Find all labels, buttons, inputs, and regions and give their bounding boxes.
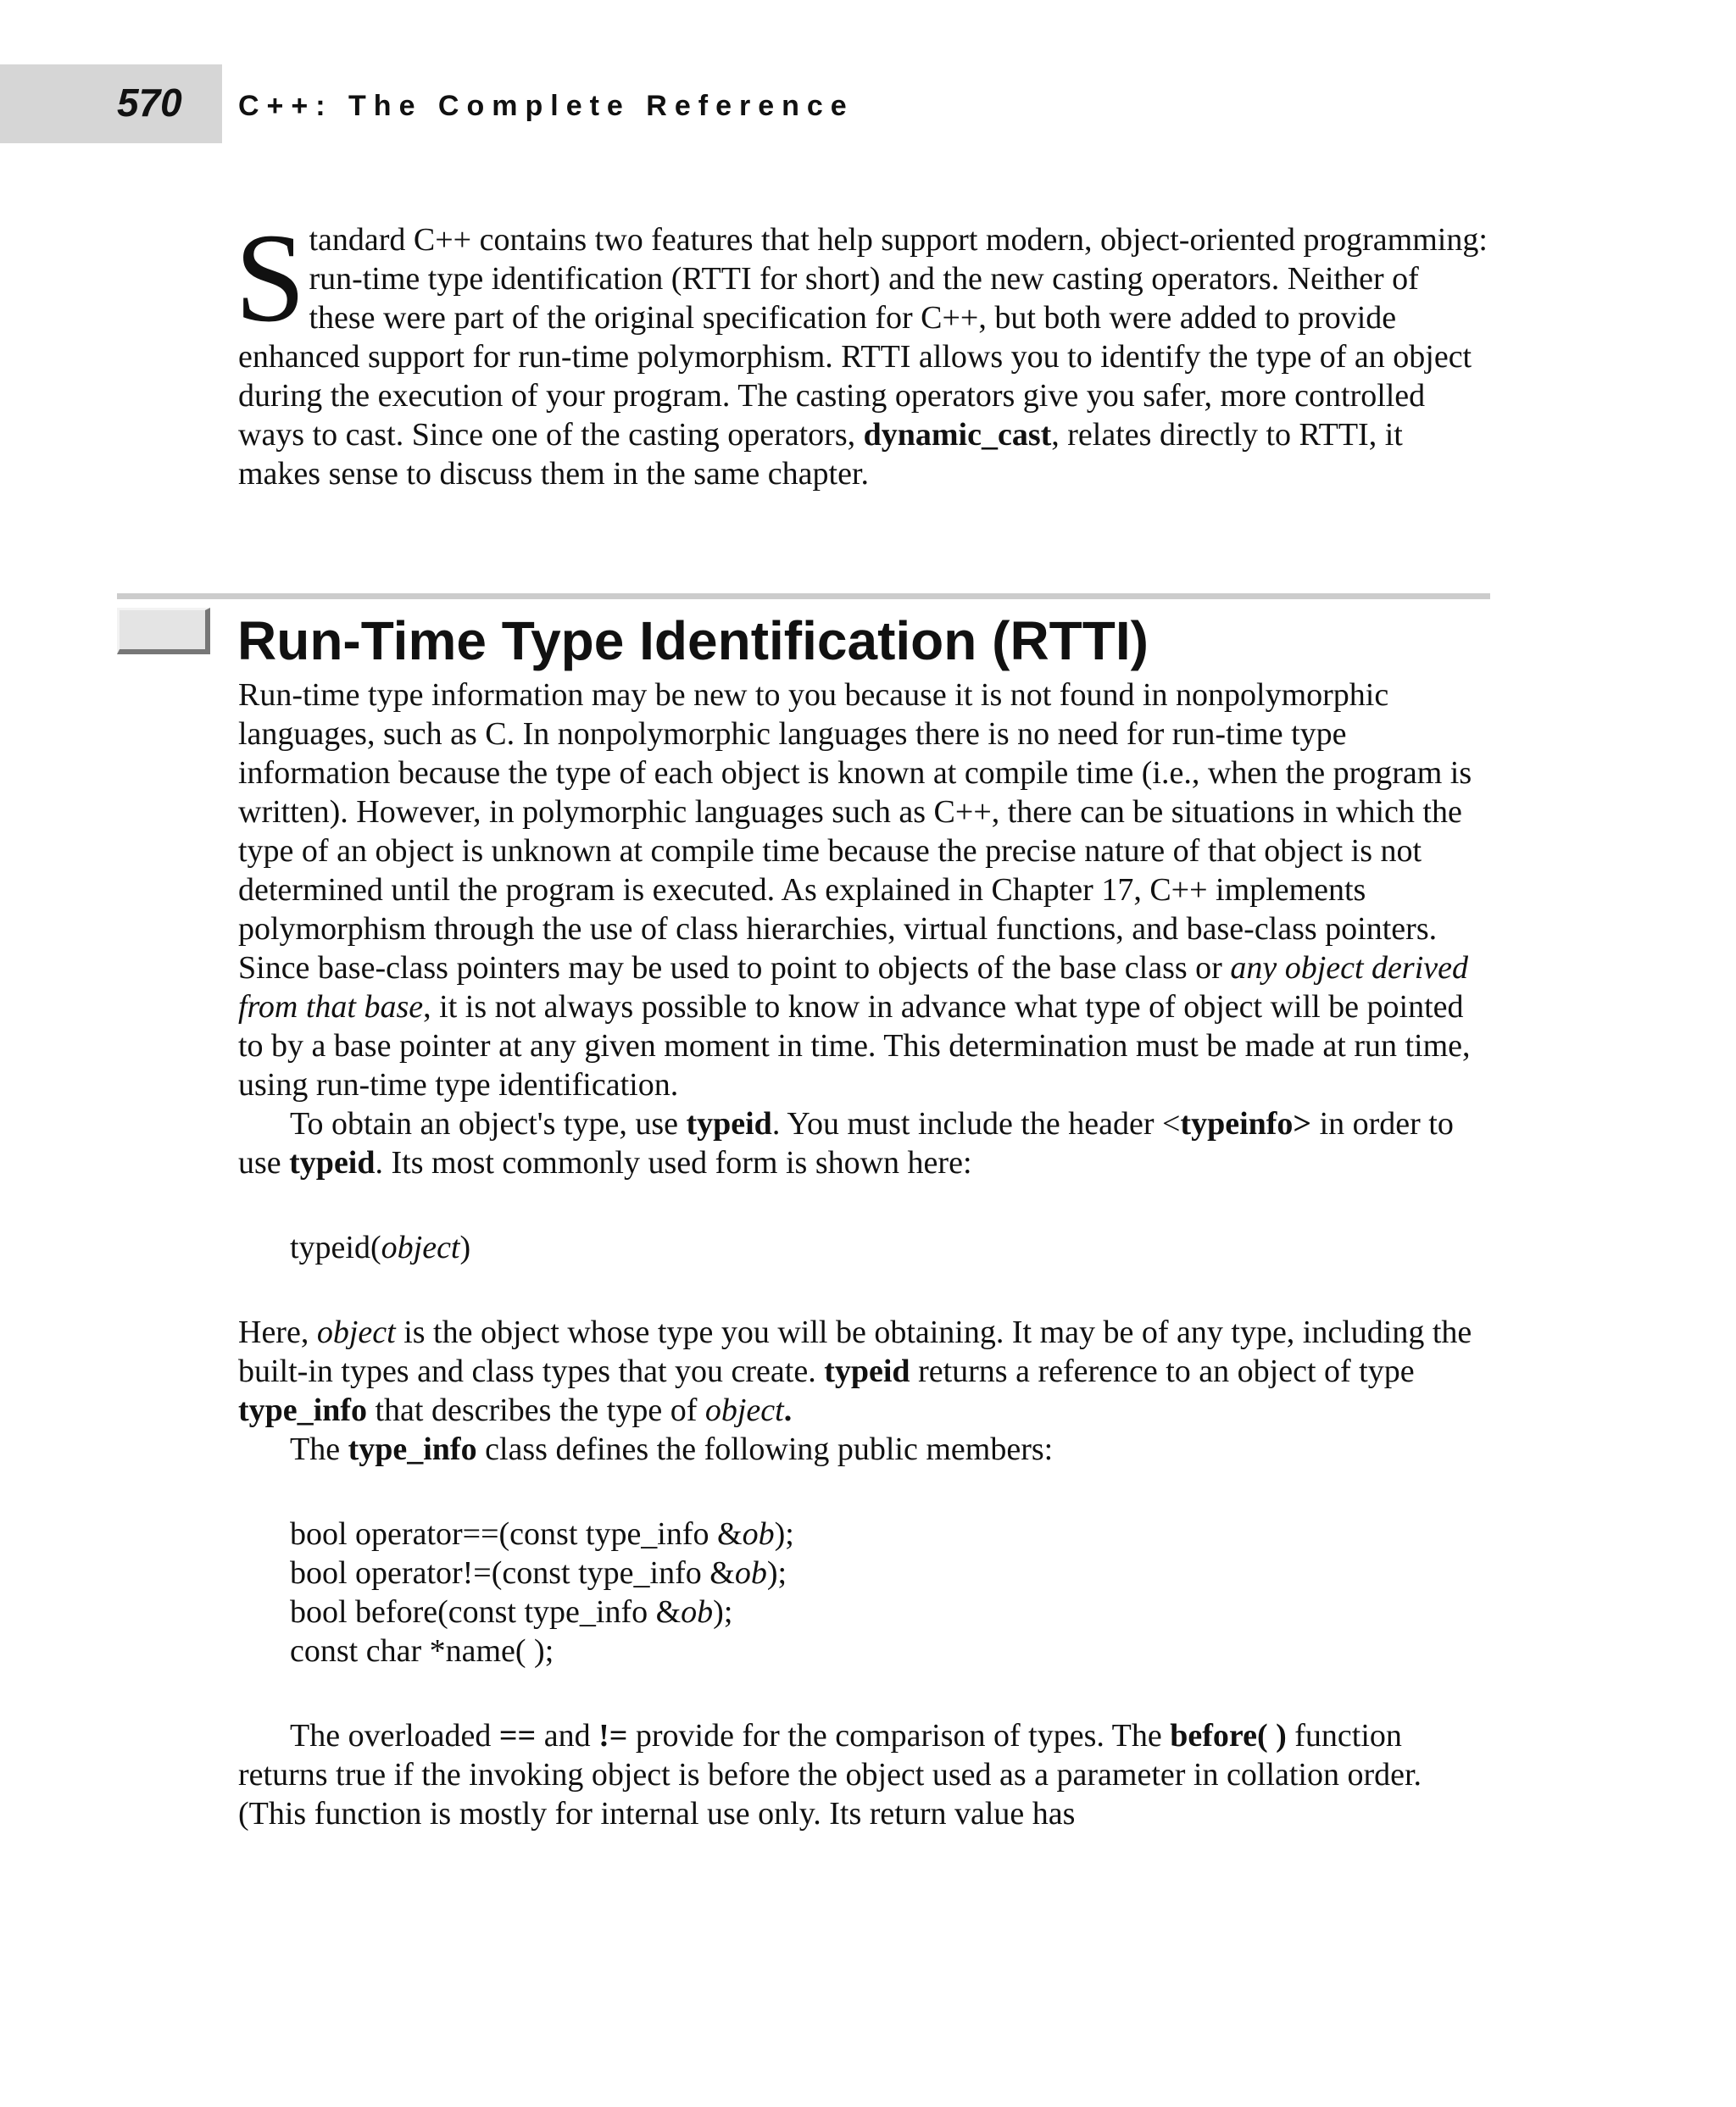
page-number: 570 [117,81,182,125]
member-line: bool operator!=(const type_info &ob); [290,1555,787,1591]
paragraph-rtti-intro: Run-time type information may be new to you because it is not found in nonpolymorphic languages, such as C. In nonpolymorphic languages there is no need for run-time type information because the type of each object is known at compile time (i.e., when the program is written). However, in polymorphic languages such as C++, there can be situations in which the type of an object is unknown at compile time because the precise nature of that object is not determined until the program is executed. As explained in Chapter 17, C++ implements polymorphism through the use of class hierarchies, virtual functions, and base-class pointers. Since base-class pointers may be used to point to objects of the base class or any object derived from that base, it is not always possible to know in advance what type of object will be pointed to by a base pointer at any given moment in time. This determination must be made at run time, using run-time type identification. [238,677,1472,1103]
intro-paragraph: Standard C++ contains two features that help support modern, object-oriented programming: run-time type identification (RTTI for short) and the new casting operators. Neither of these were part of the original specification for C++, but both were added to provide enhanced support for run-time polymorphism. RTTI allows you to identify the type of an object during the execution of your program. The casting operators give you safer, more controlled ways to cast. Since one of the casting operators, dynamic_cast, relates directly to RTTI, it makes sense to discuss them in the same chapter. [235,208,1488,492]
header-tab [0,64,222,143]
term-dynamic-cast: dynamic_cast [863,417,1052,453]
drop-cap: S [235,208,306,348]
main-content [238,675,1488,1833]
member-line: bool before(const type_info &ob); [290,1594,733,1630]
emphasis-text: any object derived from that base [238,950,1468,1025]
member-line: const char *name( ); [290,1633,554,1669]
section-heading: Run-Time Type Identification (RTTI) [237,610,1149,671]
paragraph-comparison: The overloaded == and != provide for the comparison of types. The before( ) function returns true if the invoking object is before the object used as a parameter in collation order. (This function is mostly for internal use only. Its return value has [238,1718,1422,1832]
paragraph-type-info-members: The type_info class defines the following public members: [290,1432,1054,1467]
typeid-syntax: typeid(object) [290,1230,471,1265]
section-rule [117,593,1490,599]
running-title: C++: The Complete Reference [238,90,854,122]
paragraph-typeid-usage: To obtain an object's type, use typeid. You must include the header <typeinfo> in order to use typeid. Its most commonly used form is shown here: [238,1106,1454,1181]
member-line: bool operator==(const type_info &ob); [290,1516,794,1552]
section-marker-box [117,608,210,654]
paragraph-typeid-returns: Here, object is the object whose type you will be obtaining. It may be of any type, including the built-in types and class types that you create. typeid returns a reference to an object of type type_info that describes the type of object. [238,1315,1472,1428]
